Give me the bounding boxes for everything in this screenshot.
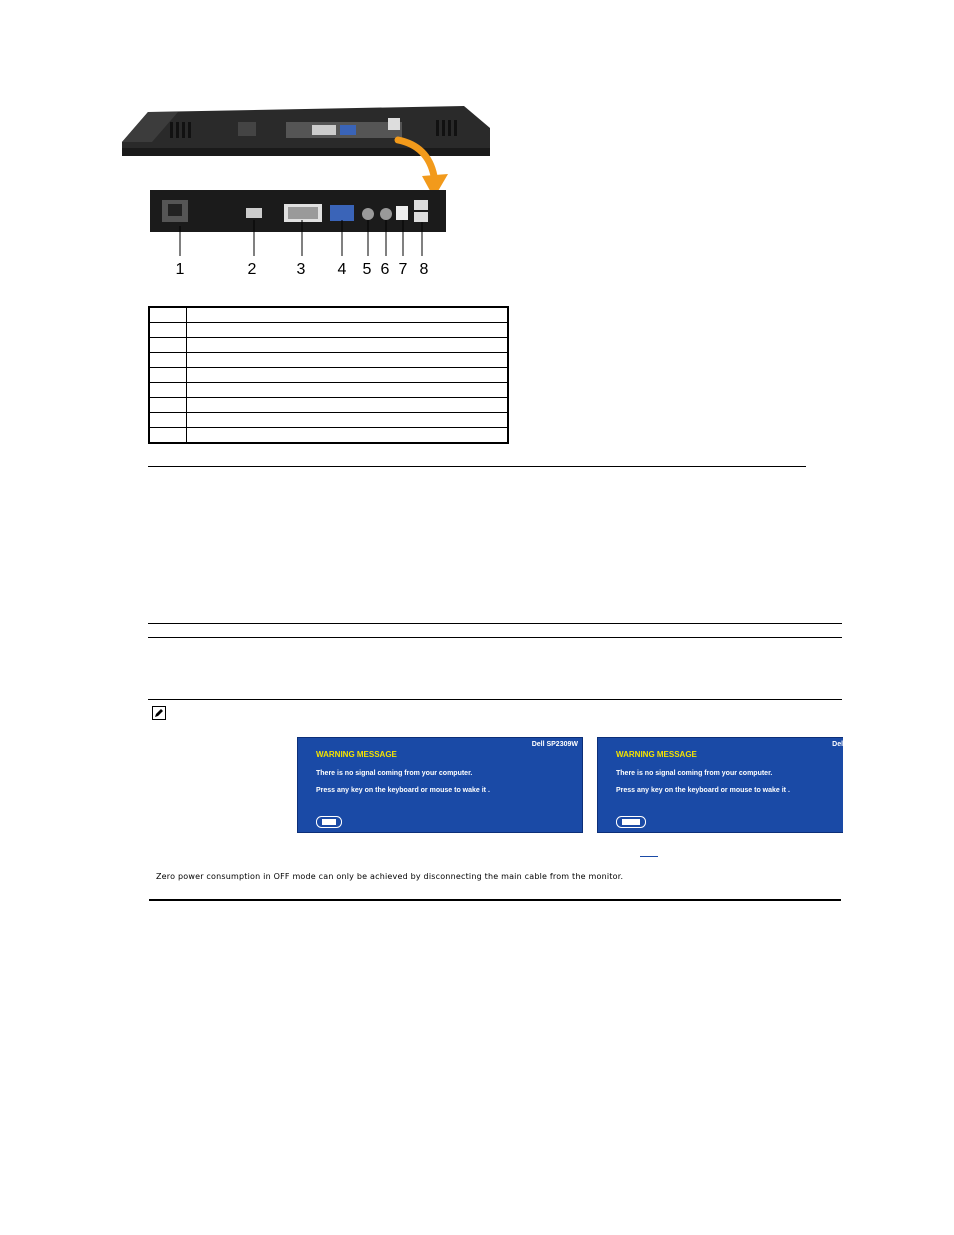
row-number [149,428,187,444]
callout-7: 7 [398,261,408,278]
zero-power-note: Zero power consumption in OFF mode can only be achieved by disconnecting the main cable from the monitor. [156,872,624,881]
warning-title: WARNING MESSAGE [616,750,697,759]
row-description [187,368,509,383]
brand-label: Dell SP2309W [531,741,578,748]
callout-8: 8 [419,261,429,278]
callout-1: 1 [175,261,185,278]
row-number [149,338,187,353]
row-description [187,353,509,368]
row-number [149,323,187,338]
vga-icon [316,816,342,828]
connector-panel-detail [150,190,446,278]
warning-screen-dvi [597,737,843,833]
divider [148,699,842,700]
table-row [149,307,508,323]
table-row [149,383,508,398]
brand-label: Dell [832,741,845,748]
table-row [149,353,508,368]
warning-line-1: There is no signal coming from your computer. [616,770,773,777]
callout-3: 3 [296,261,306,278]
row-number [149,307,187,323]
row-description [187,323,509,338]
row-description [187,398,509,413]
row-number [149,353,187,368]
warning-line-1: There is no signal coming from your computer. [316,770,473,777]
divider [148,623,842,624]
table-row [149,338,508,353]
row-description [187,413,509,428]
callout-5: 5 [362,261,372,278]
row-number [149,398,187,413]
row-description [187,383,509,398]
divider [149,899,841,901]
warning-title: WARNING MESSAGE [316,750,397,759]
callout-6: 6 [380,261,390,278]
warning-screen-vga [297,737,583,833]
table-row [149,428,508,444]
divider [148,466,806,467]
connector-table [148,306,509,444]
callout-2: 2 [247,261,257,278]
warning-line-2: Press any key on the keyboard or mouse to wake it . [316,787,490,794]
table-row [149,323,508,338]
row-description [187,307,509,323]
note-pencil-icon [152,706,166,720]
row-description [187,428,509,444]
table-row [149,398,508,413]
table-row [149,413,508,428]
dvi-icon [616,816,646,828]
row-description [187,338,509,353]
row-number [149,368,187,383]
divider [148,637,842,638]
warning-line-2: Press any key on the keyboard or mouse to wake it . [616,787,790,794]
table-row [149,368,508,383]
row-number [149,413,187,428]
link-underline[interactable] [640,856,658,857]
callout-4: 4 [337,261,347,278]
row-number [149,383,187,398]
